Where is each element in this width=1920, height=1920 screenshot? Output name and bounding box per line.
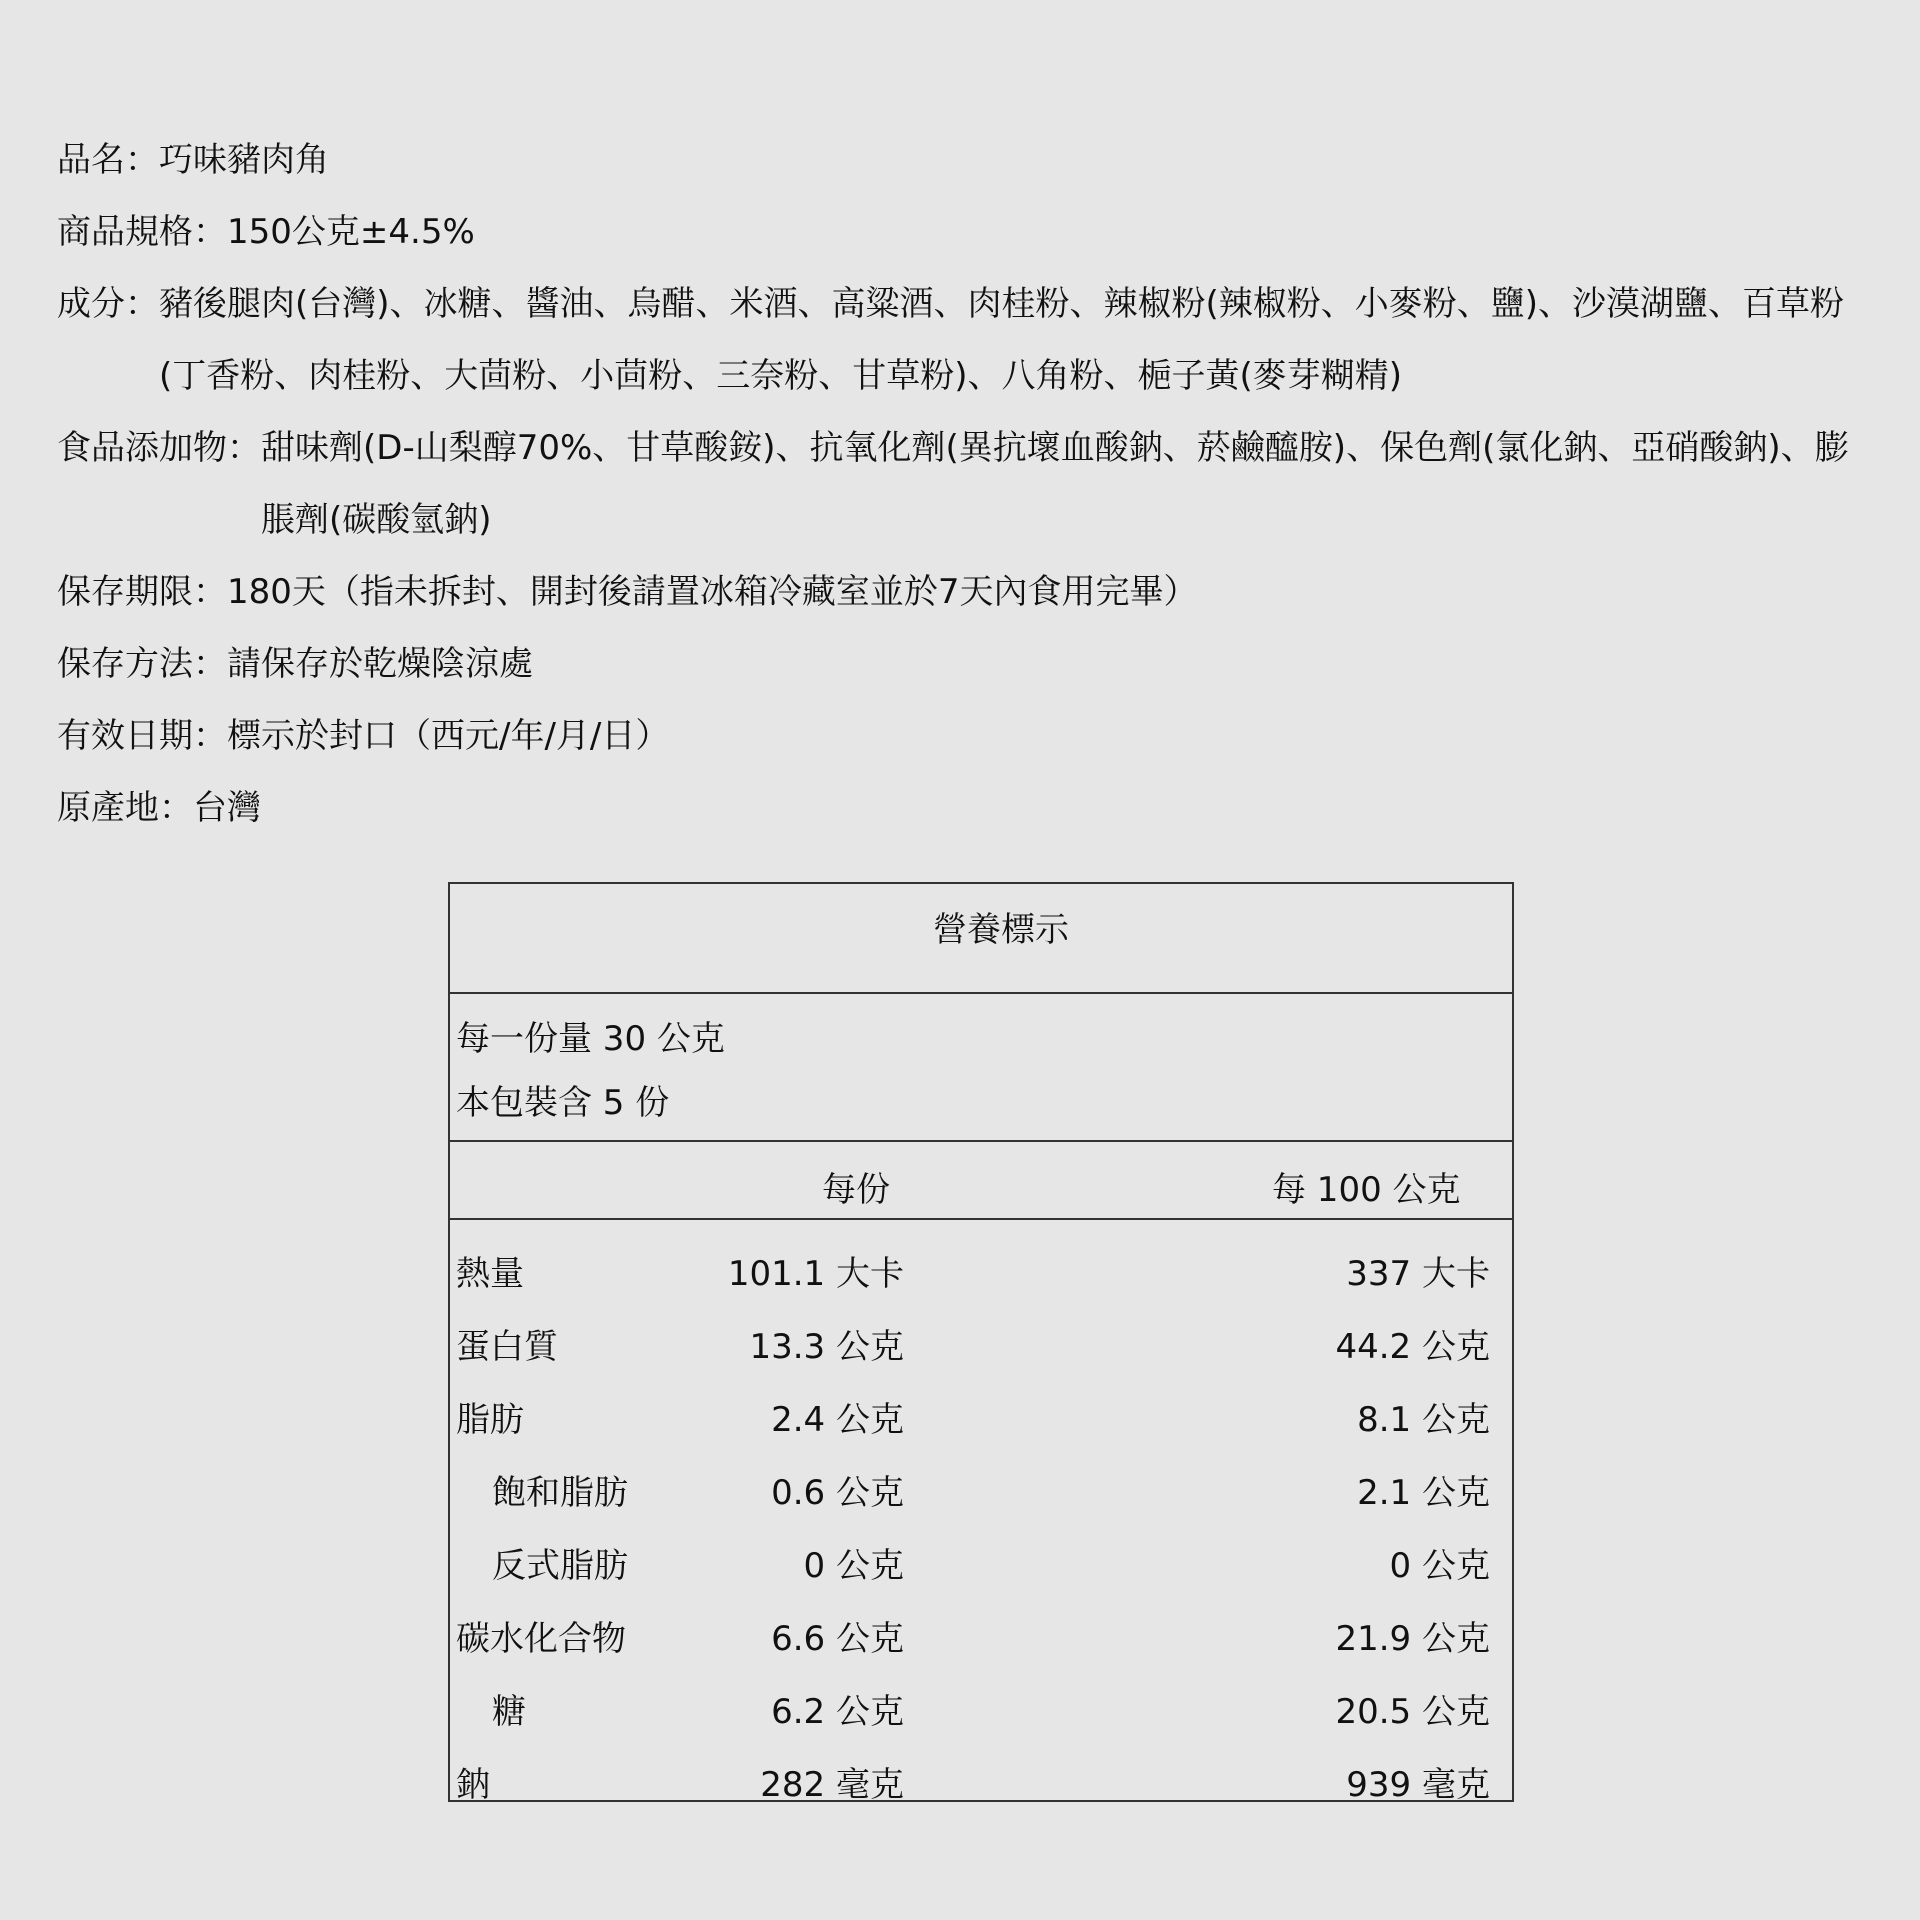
nutrient-per-100g: 0 公克: [1389, 1546, 1490, 1586]
nutrient-row-fat: [450, 1366, 1512, 1439]
col-per-serving: 每份: [822, 1170, 890, 1210]
product-info: [57, 124, 1877, 844]
nutrient-name: 反式脂肪: [492, 1546, 628, 1586]
expiry-label: 有效日期：: [57, 716, 227, 756]
nutrient-per-100g: 2.1 公克: [1357, 1473, 1490, 1513]
nutrient-row-protein: [450, 1293, 1512, 1366]
spec-label: 商品規格：: [57, 212, 227, 252]
nutrient-per-100g: 337 大卡: [1346, 1254, 1490, 1294]
storage-value: 請保存於乾燥陰涼處: [227, 644, 533, 684]
nutrient-name: 脂肪: [456, 1400, 524, 1440]
nutrient-per-serving: 0 公克: [803, 1546, 904, 1586]
nutrition-rows: [450, 1220, 1512, 1804]
origin-label: 原產地：: [57, 788, 193, 828]
nutrient-per-100g: 21.9 公克: [1335, 1619, 1490, 1659]
nutrient-per-serving: 6.6 公克: [771, 1619, 904, 1659]
shelf-life-value: 180天（指未拆封、開封後請置冰箱冷藏室並於7天內食用完畢）: [227, 572, 1198, 612]
additives-row: [57, 412, 1877, 556]
nutrient-per-serving: 282 毫克: [760, 1765, 904, 1805]
nutrient-row-saturated-fat: [450, 1439, 1512, 1512]
nutrient-per-100g: 939 毫克: [1346, 1765, 1490, 1805]
nutrient-per-100g: 20.5 公克: [1335, 1692, 1490, 1732]
origin-row: [57, 772, 1877, 844]
spec-value: 150公克±4.5%: [227, 212, 475, 252]
nutrient-per-100g: 44.2 公克: [1335, 1327, 1490, 1367]
nutrition-title: 營養標示: [450, 884, 1512, 994]
product-name-value: 巧味豬肉角: [159, 140, 329, 180]
additives-value: 甜味劑(D-山梨醇70%、甘草酸銨)、抗氧化劑(異抗壞血酸鈉、菸鹼醯胺)、保色劑(氯化鈉、亞硝酸鈉)、膨脹劑(碳酸氫鈉): [261, 428, 1849, 540]
nutrient-per-serving: 2.4 公克: [771, 1400, 904, 1440]
nutrient-name: 蛋白質: [456, 1327, 558, 1367]
nutrient-per-serving: 101.1 大卡: [727, 1254, 904, 1294]
shelf-life-label: 保存期限：: [57, 572, 227, 612]
product-name-label: 品名：: [57, 140, 159, 180]
servings-per-pack: 本包裝含 5 份: [456, 1083, 670, 1123]
storage-label: 保存方法：: [57, 644, 227, 684]
col-per-100g: 每 100 公克: [1272, 1170, 1461, 1210]
nutrient-name: 碳水化合物: [456, 1619, 626, 1659]
nutrient-row-energy: [450, 1220, 1512, 1293]
nutrient-row-sugar: [450, 1658, 1512, 1731]
serving-size: 每一份量 30 公克: [456, 1019, 725, 1059]
origin-value: 台灣: [193, 788, 261, 828]
storage-row: [57, 628, 1877, 700]
nutrition-column-header: [450, 1142, 1512, 1220]
expiry-row: [57, 700, 1877, 772]
nutrient-name: 飽和脂肪: [492, 1473, 628, 1513]
shelf-life-row: [57, 556, 1877, 628]
nutrient-per-serving: 13.3 公克: [749, 1327, 904, 1367]
nutrient-per-serving: 6.2 公克: [771, 1692, 904, 1732]
nutrient-per-serving: 0.6 公克: [771, 1473, 904, 1513]
ingredients-label: 成分：: [57, 284, 159, 324]
expiry-value: 標示於封口（西元/年/月/日）: [227, 716, 670, 756]
ingredients-value: 豬後腿肉(台灣)、冰糖、醬油、烏醋、米酒、高粱酒、肉桂粉、辣椒粉(辣椒粉、小麥粉、鹽)、沙漠湖鹽、百草粉(丁香粉、肉桂粉、大茴粉、小茴粉、三奈粉、甘草粉)、八角粉、梔子黃(麥芽糊精): [159, 284, 1845, 396]
additives-label: 食品添加物：: [57, 428, 261, 468]
product-name-row: [57, 124, 1877, 196]
nutrient-row-trans-fat: [450, 1512, 1512, 1585]
nutrient-row-sodium: [450, 1731, 1512, 1804]
nutrient-name: 鈉: [456, 1765, 490, 1805]
nutrient-per-100g: 8.1 公克: [1357, 1400, 1490, 1440]
nutrient-name: 熱量: [456, 1254, 524, 1294]
nutrient-row-carbohydrate: [450, 1585, 1512, 1658]
spec-row: [57, 196, 1877, 268]
nutrition-facts-table: [448, 882, 1514, 1805]
serving-info: [450, 994, 1512, 1142]
nutrient-name: 糖: [492, 1692, 526, 1732]
ingredients-row: [57, 268, 1877, 412]
